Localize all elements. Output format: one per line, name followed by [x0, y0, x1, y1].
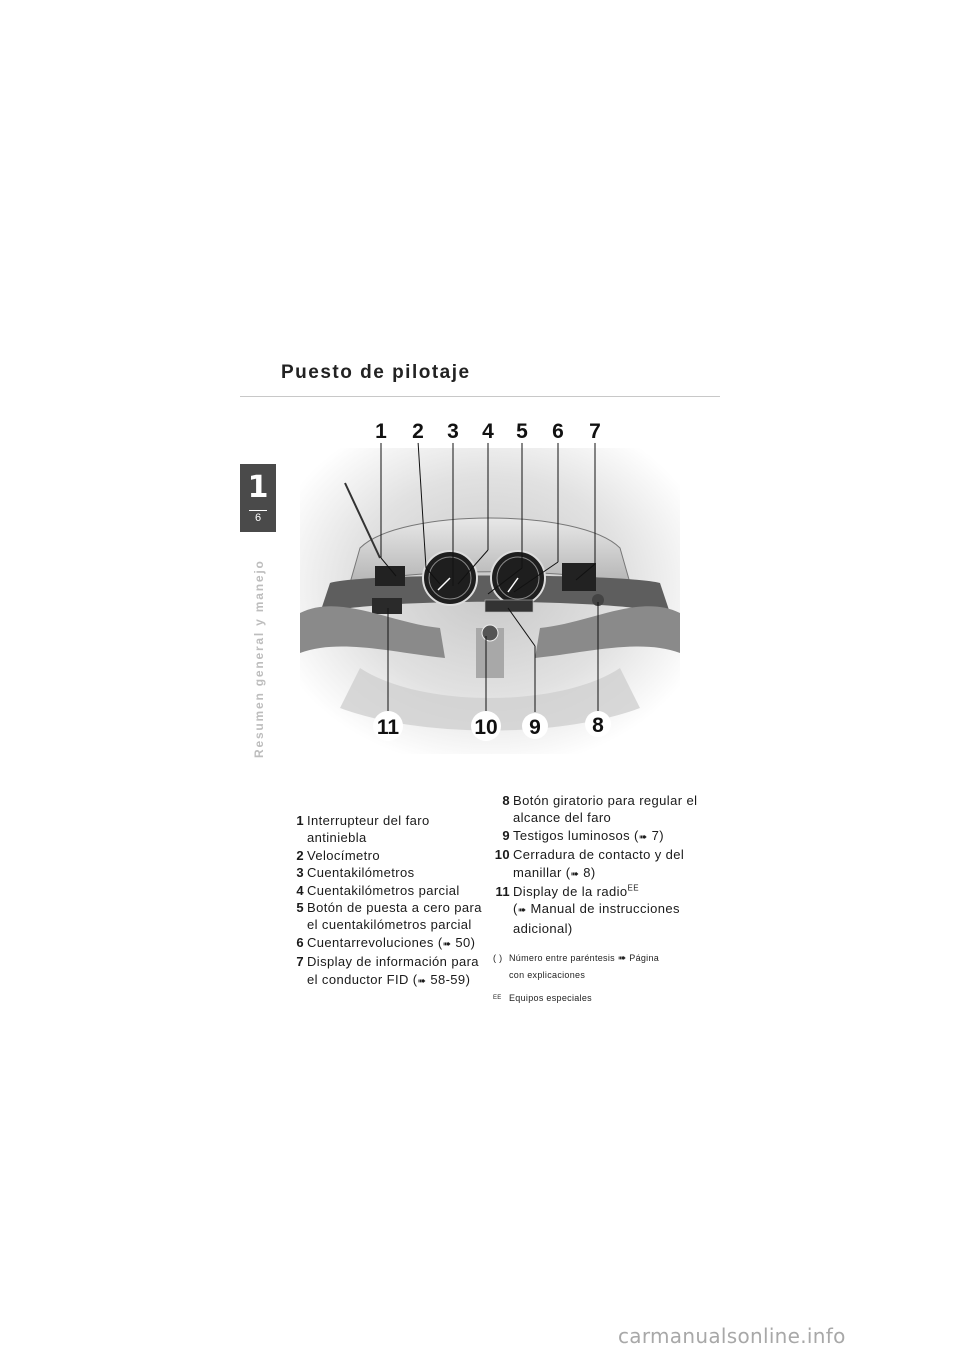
legend-item: 8 Botón giratorio para regular el alcance del faro	[502, 793, 698, 826]
legend-item: 4 Cuentakilómetros parcial	[296, 882, 460, 898]
callout-4: 4	[482, 420, 494, 443]
legend-left-column	[285, 812, 485, 990]
legend-item: 11 Display de la radio$^{EE}$ (➠ Manual de instrucciones adicional)	[495, 883, 680, 936]
callout-10: 10	[474, 716, 498, 739]
cockpit-illustration	[300, 408, 680, 754]
page-ref-arrow-icon: ➠	[638, 831, 648, 843]
callout-6: 6	[552, 420, 564, 443]
ignition-lock	[482, 625, 498, 641]
chapter-number: 1	[247, 470, 269, 505]
page-number: 6	[254, 512, 262, 524]
page-title: Puesto de pilotaje	[281, 362, 471, 383]
side-section-label: Resumen general y manejo	[252, 559, 266, 758]
legend-item: 3 Cuentakilómetros	[296, 865, 415, 881]
legend-item: 9 Testigos luminosos (➠ 7)	[502, 827, 664, 843]
callouts-top	[368, 417, 608, 443]
callout-11: 11	[376, 716, 400, 739]
radio-display	[372, 598, 402, 614]
page-ref-arrow-icon: ➠	[570, 868, 580, 880]
callout-3: 3	[447, 420, 459, 443]
legend-item: 1 Interrupteur del faro antiniebla	[296, 813, 430, 846]
watermark: carmanualsonline.info	[618, 1324, 846, 1348]
callout-5: 5	[516, 420, 528, 443]
legend-item: 10 Cerradura de contacto y del manillar (➠ 8)	[494, 847, 685, 880]
page-ref-arrow-icon: ➠	[417, 975, 427, 987]
legend-right-column	[488, 792, 698, 937]
callout-7: 7	[589, 420, 601, 443]
page-ref-arrow-icon: ➠	[617, 953, 627, 964]
callout-9: 9	[529, 716, 541, 739]
callout-1: 1	[375, 420, 387, 443]
title-divider	[240, 396, 720, 397]
note-special-equipment: $^{EE}$ Equipos especiales	[493, 993, 592, 1003]
cockpit-figure	[300, 408, 680, 754]
callout-8: 8	[592, 714, 604, 737]
note-page-reference: ( ) Número entre paréntesis ➠ Página con explicaciones	[493, 953, 660, 980]
legend-item: 7 Display de información para el conductor FID (➠ 58-59)	[296, 954, 479, 987]
legend-item: 6 Cuentarrevoluciones (➠ 50)	[296, 934, 476, 950]
legend-item: 2 Velocímetro	[296, 847, 381, 863]
page-ref-arrow-icon: ➠	[442, 938, 452, 950]
notes	[493, 950, 703, 1009]
callout-2: 2	[412, 420, 424, 443]
chapter-divider	[249, 510, 267, 511]
legend-item: 5 Botón de puesta a cero para el cuentakilómetros parcial	[296, 900, 482, 933]
page-ref-arrow-icon: ➠	[517, 905, 527, 917]
chapter-tab	[240, 464, 276, 532]
